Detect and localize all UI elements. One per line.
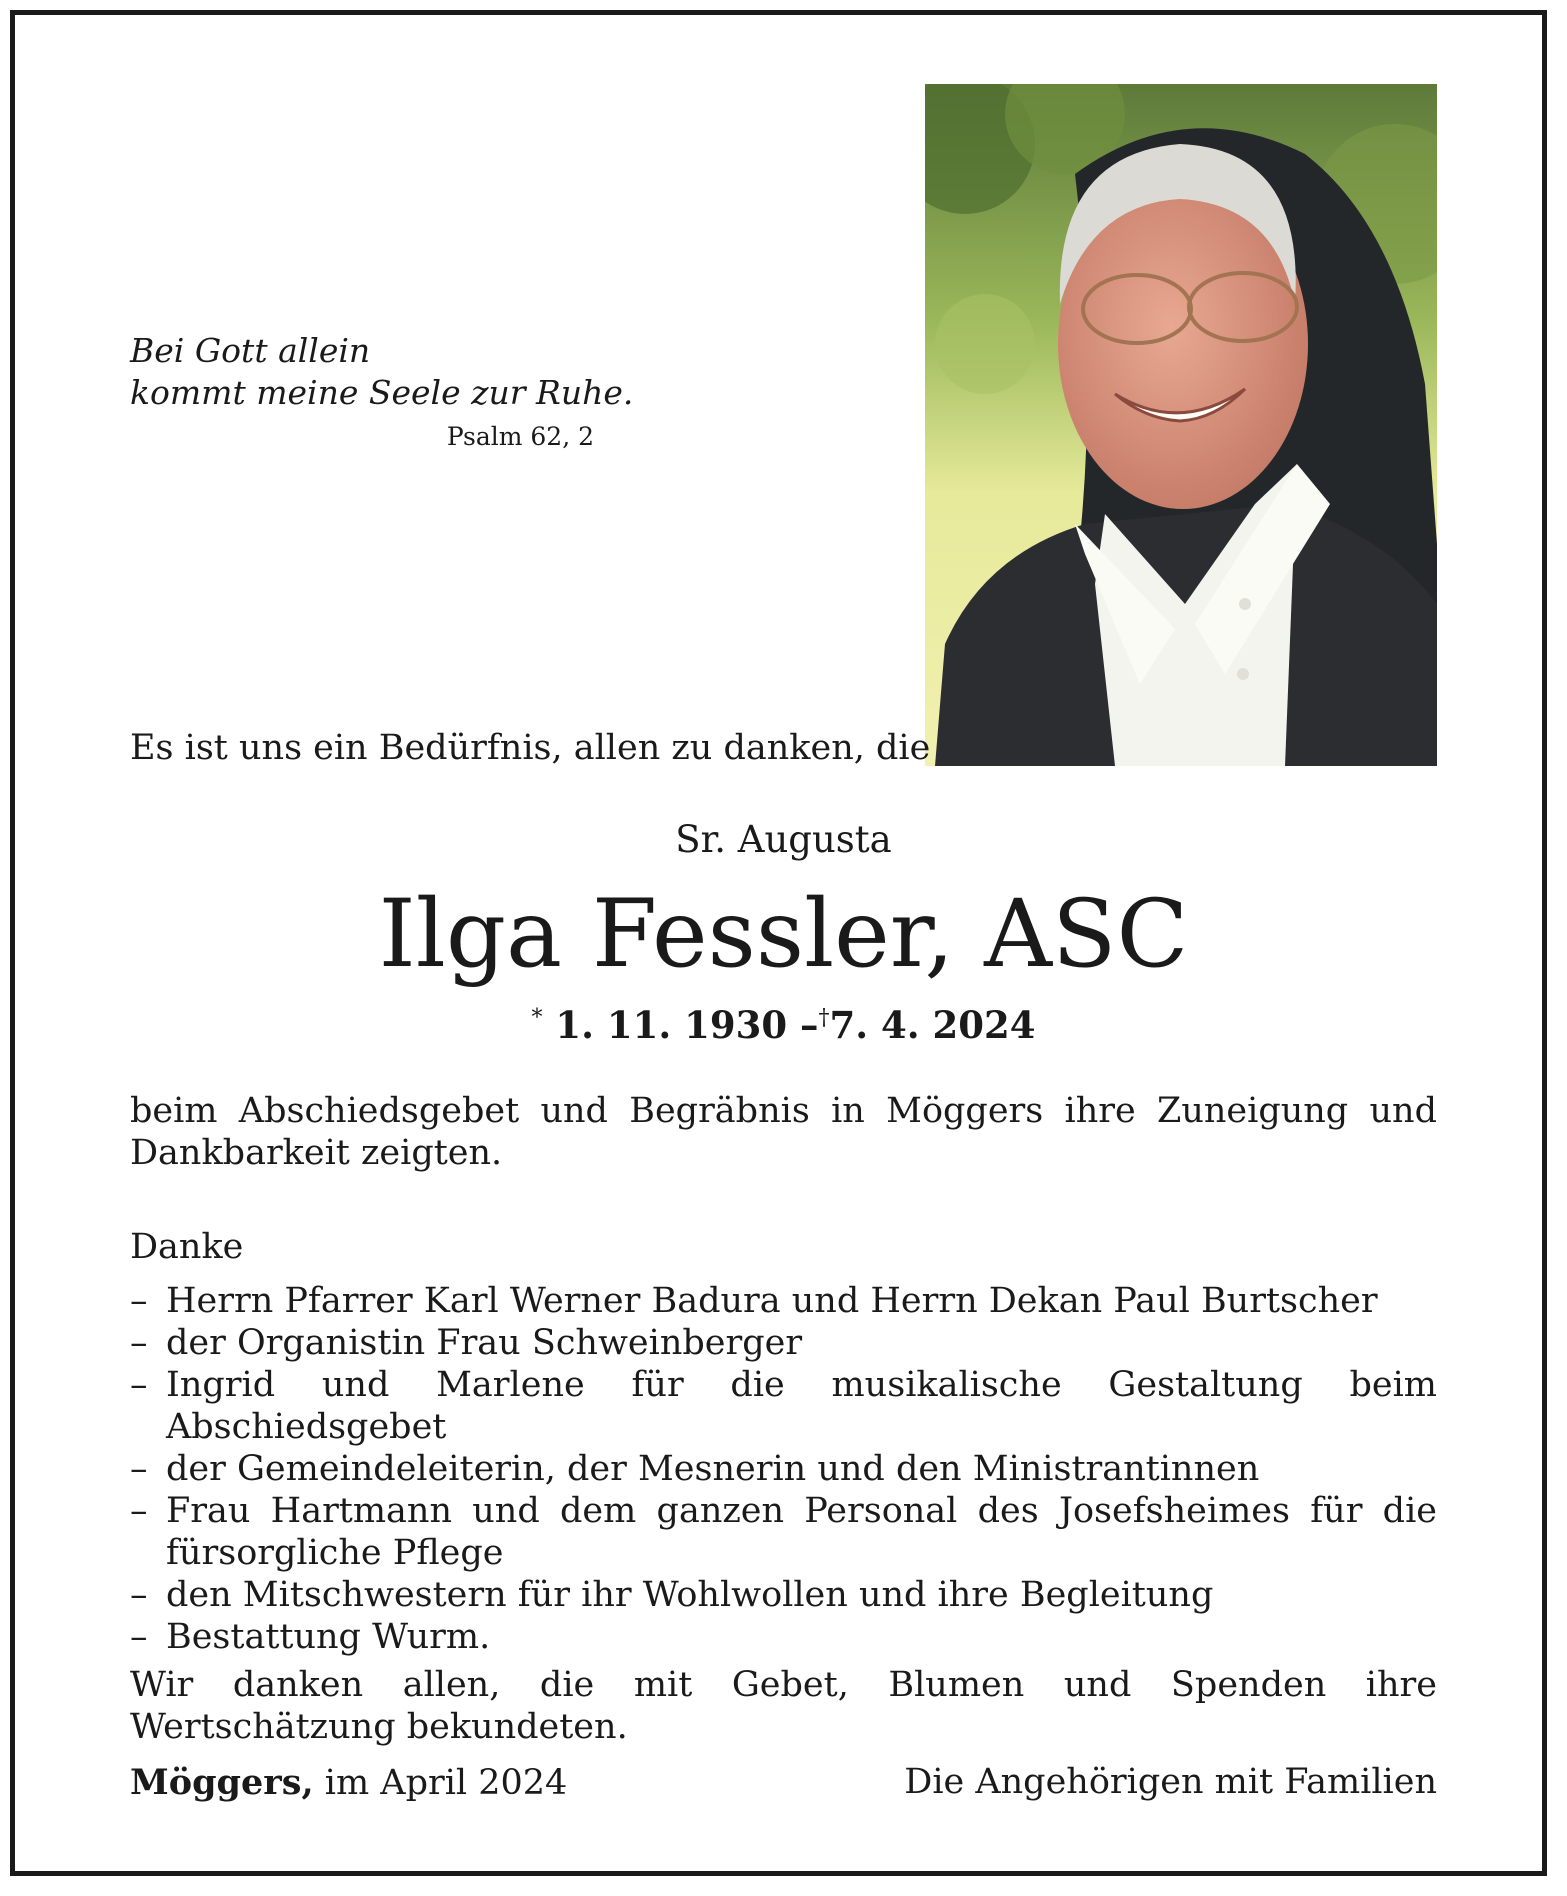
thanks-paragraph: beim Abschiedsgebet und Begräbnis in Möggers ihre Zuneigung und Dankbarkeit zeigten. bbox=[130, 1091, 1437, 1173]
list-item bbox=[130, 1574, 1437, 1616]
place-name: Möggers, bbox=[130, 1762, 314, 1803]
date-separator: – bbox=[800, 1003, 819, 1047]
list-item-text: den Mitschwestern für ihr Wohlwollen und ihre Begleitung bbox=[166, 1575, 1214, 1615]
signature: Die Angehörigen mit Familien bbox=[904, 1762, 1437, 1802]
list-item bbox=[130, 1490, 1437, 1574]
deceased-name: Ilga Fessler, ASC bbox=[378, 880, 1189, 989]
list-dash: – bbox=[130, 1449, 148, 1489]
list-item bbox=[130, 1280, 1437, 1322]
bible-verse bbox=[130, 330, 633, 414]
list-dash: – bbox=[130, 1281, 148, 1321]
birth-date: 1. 11. 1930 bbox=[555, 1003, 788, 1047]
list-item-text: Herrn Pfarrer Karl Werner Badura und Herrn Dekan Paul Burtscher bbox=[166, 1281, 1378, 1321]
thanks-heading: Danke bbox=[130, 1227, 244, 1267]
list-item-text: Bestattung Wurm. bbox=[166, 1617, 491, 1657]
thanks-list bbox=[130, 1280, 1437, 1658]
religious-title: Sr. Augusta bbox=[675, 818, 892, 861]
verse-line: kommt meine Seele zur Ruhe. bbox=[130, 373, 634, 412]
death-symbol: † bbox=[818, 1005, 830, 1031]
list-item-text: der Organistin Frau Schweinberger bbox=[166, 1323, 803, 1363]
list-item bbox=[130, 1616, 1437, 1658]
verse-reference: Psalm 62, 2 bbox=[446, 422, 594, 451]
life-dates bbox=[0, 1003, 1567, 1047]
place-date bbox=[130, 1762, 567, 1803]
list-item bbox=[130, 1322, 1437, 1364]
list-dash: – bbox=[130, 1617, 148, 1657]
list-item bbox=[130, 1448, 1437, 1490]
list-item-text: der Gemeindeleiterin, der Mesnerin und den Ministrantinnen bbox=[166, 1449, 1260, 1489]
verse-line: Bei Gott allein bbox=[130, 331, 371, 370]
birth-symbol: * bbox=[531, 1005, 543, 1031]
list-item-text: Ingrid und Marlene für die musikalische Gestaltung beim Abschiedsgebet bbox=[166, 1365, 1437, 1447]
list-dash: – bbox=[130, 1575, 148, 1615]
list-item bbox=[130, 1364, 1437, 1448]
intro-text: Es ist uns ein Bedürfnis, allen zu danken, die bbox=[130, 728, 931, 768]
list-dash: – bbox=[130, 1323, 148, 1363]
list-dash: – bbox=[130, 1491, 148, 1531]
portrait-photo bbox=[925, 84, 1437, 766]
list-item-text: Frau Hartmann und dem ganzen Personal des Josefsheimes für die fürsorgliche Pflege bbox=[166, 1491, 1437, 1573]
closing-paragraph: Wir danken allen, die mit Gebet, Blumen und Spenden ihre Wertschätzung bekundeten. bbox=[130, 1665, 1437, 1747]
date-text: im April 2024 bbox=[324, 1763, 568, 1803]
list-dash: – bbox=[130, 1365, 148, 1405]
death-date: 7. 4. 2024 bbox=[829, 1003, 1036, 1047]
